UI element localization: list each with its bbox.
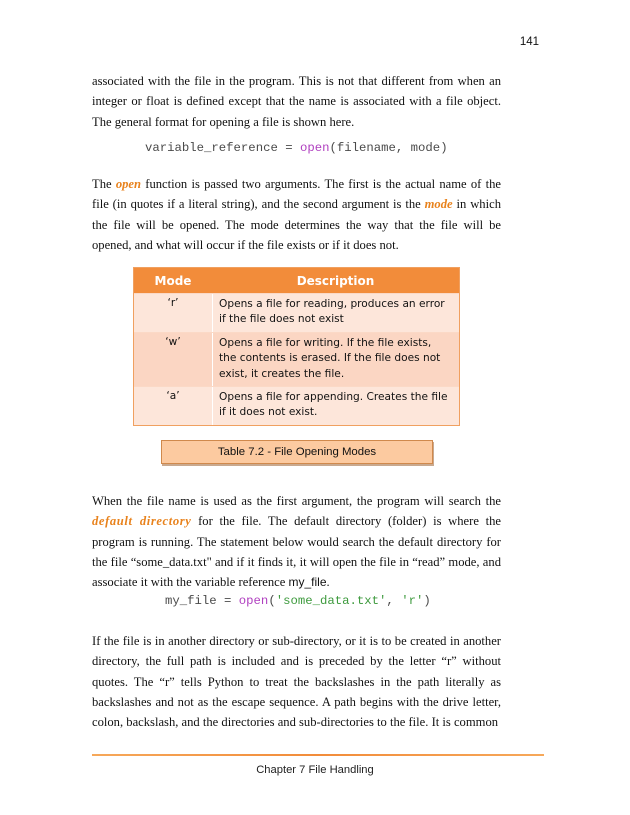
mode-cell: ‘w’ [165, 335, 181, 348]
text-segment: When the file name is used as the first argument, the program will search the [92, 494, 501, 508]
footer-divider [92, 754, 544, 756]
paragraph-default-directory [92, 491, 501, 592]
code-variable: my_file = [165, 594, 239, 608]
code-punctuation: , [386, 594, 402, 608]
code-arguments: (filename, mode) [329, 141, 448, 155]
description-cell: Opens a file for appending. Creates the file if it does not exist. [212, 387, 459, 425]
paragraph-full-path: If the file is in another directory or sub-directory, or it is to be created in another directory, the full path is included and is preceded by the letter “r” without quotes. The “r” tells Python to treat the backslashes in the path literally as backslashes and not as the escape sequence. A path begins with the drive letter, colon, backslash, and the directories and sub-directories to the file. It is common [92, 634, 501, 730]
highlight-open: open [115, 177, 142, 191]
text-segment: in which the file will be opened. The mode determines the way that the file will be opened, and what will occur if the file exists or if it does not. [92, 197, 501, 252]
paragraph-open-function [92, 174, 501, 255]
mode-cell: ‘a’ [166, 390, 180, 403]
description-cell: Opens a file for reading, produces an error if the file does not exist [212, 294, 459, 332]
variable-name: my_file [288, 575, 327, 590]
mode-cell: ‘r’ [167, 297, 179, 309]
text-segment: . [326, 575, 330, 590]
code-punctuation: ( [268, 594, 276, 608]
table-header [134, 268, 459, 293]
table-row [134, 332, 459, 386]
text-segment: The [92, 177, 116, 191]
code-open-syntax [145, 141, 448, 155]
text-segment: for the file. The default directory (folder) is where the program is running. The statement below would search the default directory for the file “some_data.txt" and if it finds it, it will open the file in “read” mode, and associate it with the variable reference [92, 514, 501, 590]
code-string-mode: 'r' [401, 594, 424, 608]
paragraph-intro: associated with the file in the program. This is not that different from when an integer or float is defined except that the name is associated with a file object. The general format for opening a file is shown here. [92, 74, 501, 129]
code-punctuation: ) [423, 594, 431, 608]
page-number: 141 [519, 36, 539, 48]
code-variable: variable_reference = [145, 141, 300, 155]
code-open-keyword: open [238, 594, 269, 608]
code-open-keyword: open [299, 141, 330, 155]
highlight-default-directory: default directory [92, 514, 192, 529]
text-segment: function is passed two arguments. The first is the actual name of the file (in quotes if a literal string), and the second argument is the [92, 177, 502, 212]
highlight-mode: mode [424, 197, 453, 212]
header-description: Description [296, 273, 375, 288]
code-open-example [165, 594, 431, 608]
code-string-filename: 'some_data.txt' [275, 594, 387, 608]
footer-chapter-title: Chapter 7 File Handling [256, 764, 374, 776]
file-modes-table [133, 267, 460, 426]
table-caption: Table 7.2 - File Opening Modes [161, 440, 433, 464]
table-row [134, 386, 459, 425]
table-row [134, 293, 459, 332]
description-cell: Opens a file for writing. If the file exists, the contents is erased. If the file does not exist, it creates the file. [212, 333, 459, 386]
header-mode: Mode [154, 273, 192, 288]
